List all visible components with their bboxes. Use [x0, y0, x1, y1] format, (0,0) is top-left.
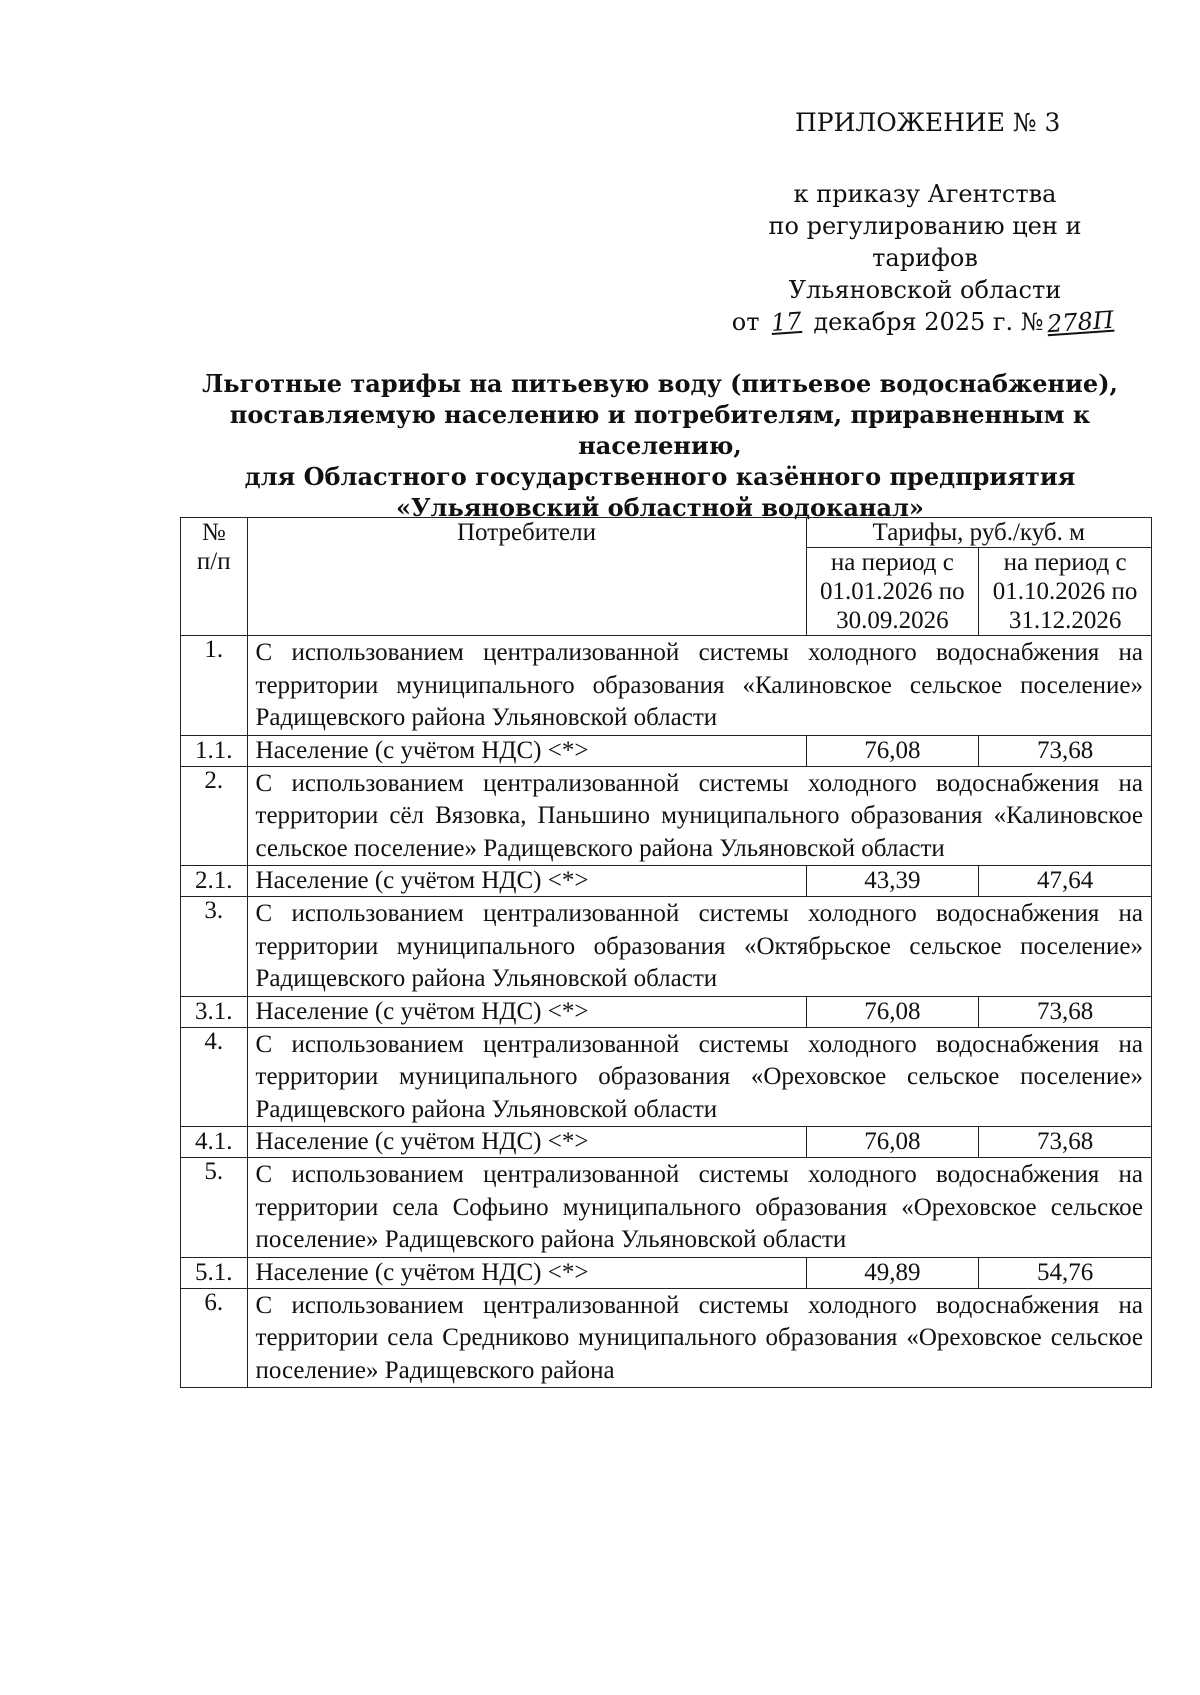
title-line-2: поставляемую населению и потребителям, приравненным к населению, [229, 400, 1091, 460]
sub-num: 2.1. [181, 866, 248, 897]
sub-consumer: Население (с учётом НДС) <*> [247, 1257, 806, 1288]
header-tariffs: Тарифы, руб./куб. м [806, 518, 1152, 548]
table-row [181, 1158, 1152, 1258]
date-middle: декабря 2025 г. № [813, 308, 1044, 336]
row-description: С использованием централизованной системы холодного водоснабжения на территории села Софьино муниципального образования «Ореховское сельское поселение» Радищевского района Ульяновской области [247, 1158, 1151, 1258]
sub-num: 4.1. [181, 1127, 248, 1158]
header-period-1: на период с 01.01.2026 по 30.09.2026 [806, 548, 979, 636]
sub-consumer: Население (с учётом НДС) <*> [247, 866, 806, 897]
annex-title: ПРИЛОЖЕНИЕ № 3 [795, 108, 1061, 137]
header-consumers: Потребители [247, 518, 806, 636]
table-row [181, 636, 1152, 736]
title-line-1: Льготные тарифы на питьевую воду (питьевое водоснабжение), [202, 369, 1118, 398]
tariff-value-1: 49,89 [806, 1257, 979, 1288]
table-row [181, 1257, 1152, 1288]
tariff-value-2: 73,68 [979, 1127, 1152, 1158]
tariff-value-1: 43,39 [806, 866, 979, 897]
tariff-value-2: 54,76 [979, 1257, 1152, 1288]
sub-num: 1.1. [181, 735, 248, 766]
order-reference [720, 178, 1130, 338]
tariff-value-1: 76,08 [806, 996, 979, 1027]
row-description: С использованием централизованной системы холодного водоснабжения на территории села Средниково муниципального образования «Ореховское сельское поселение» Радищевского района [247, 1288, 1151, 1388]
header-num: № п/п [181, 518, 248, 636]
row-description: С использованием централизованной системы холодного водоснабжения на территории муниципального образования «Октябрьское сельское поселение» Радищевского района Ульяновской области [247, 897, 1151, 997]
tariff-table [180, 517, 1152, 1388]
row-num: 1. [181, 636, 248, 736]
row-description: С использованием централизованной системы холодного водоснабжения на территории муниципального образования «Ореховское сельское поселение» Радищевского района Ульяновской области [247, 1027, 1151, 1127]
table-row [181, 1288, 1152, 1388]
row-num: 6. [181, 1288, 248, 1388]
row-num: 4. [181, 1027, 248, 1127]
tariff-value-2: 47,64 [979, 866, 1152, 897]
tariff-value-2: 73,68 [979, 996, 1152, 1027]
sub-num: 3.1. [181, 996, 248, 1027]
sub-num: 5.1. [181, 1257, 248, 1288]
row-description: С использованием централизованной системы холодного водоснабжения на территории муниципального образования «Калиновское сельское поселение» Радищевского района Ульяновской области [247, 636, 1151, 736]
table-row [181, 735, 1152, 766]
title-line-3: для Областного государственного казённого предприятия [244, 462, 1076, 491]
tariff-value-2: 73,68 [979, 735, 1152, 766]
tariff-value-1: 76,08 [806, 735, 979, 766]
sub-consumer: Население (с учётом НДС) <*> [247, 996, 806, 1027]
sub-consumer: Население (с учётом НДС) <*> [247, 735, 806, 766]
title-line-4: «Ульяновский областной водоканал» [396, 493, 924, 522]
handwritten-day: 17 [770, 306, 803, 338]
tariff-value-1: 76,08 [806, 1127, 979, 1158]
table-row [181, 766, 1152, 866]
row-description: С использованием централизованной системы холодного водоснабжения на территории сёл Вязовка, Паньшино муниципального образования «Калиновское сельское поселение» Радищевского района Ульяновской области [247, 766, 1151, 866]
ref-line-1: к приказу Агентства [793, 180, 1057, 208]
document-title [160, 368, 1160, 523]
row-num: 2. [181, 766, 248, 866]
table-row [181, 897, 1152, 997]
sub-consumer: Население (с учётом НДС) <*> [247, 1127, 806, 1158]
header-period-2: на период с 01.10.2026 по 31.12.2026 [979, 548, 1152, 636]
row-num: 5. [181, 1158, 248, 1258]
ref-date-line [720, 306, 1130, 338]
table-row [181, 1127, 1152, 1158]
handwritten-number: 278П [1046, 305, 1116, 339]
ref-line-3: Ульяновской области [788, 276, 1062, 304]
table-row [181, 1027, 1152, 1127]
row-num: 3. [181, 897, 248, 997]
table-row [181, 866, 1152, 897]
date-prefix: от [731, 308, 760, 336]
table-row [181, 996, 1152, 1027]
ref-line-2: по регулированию цен и тарифов [768, 212, 1082, 272]
